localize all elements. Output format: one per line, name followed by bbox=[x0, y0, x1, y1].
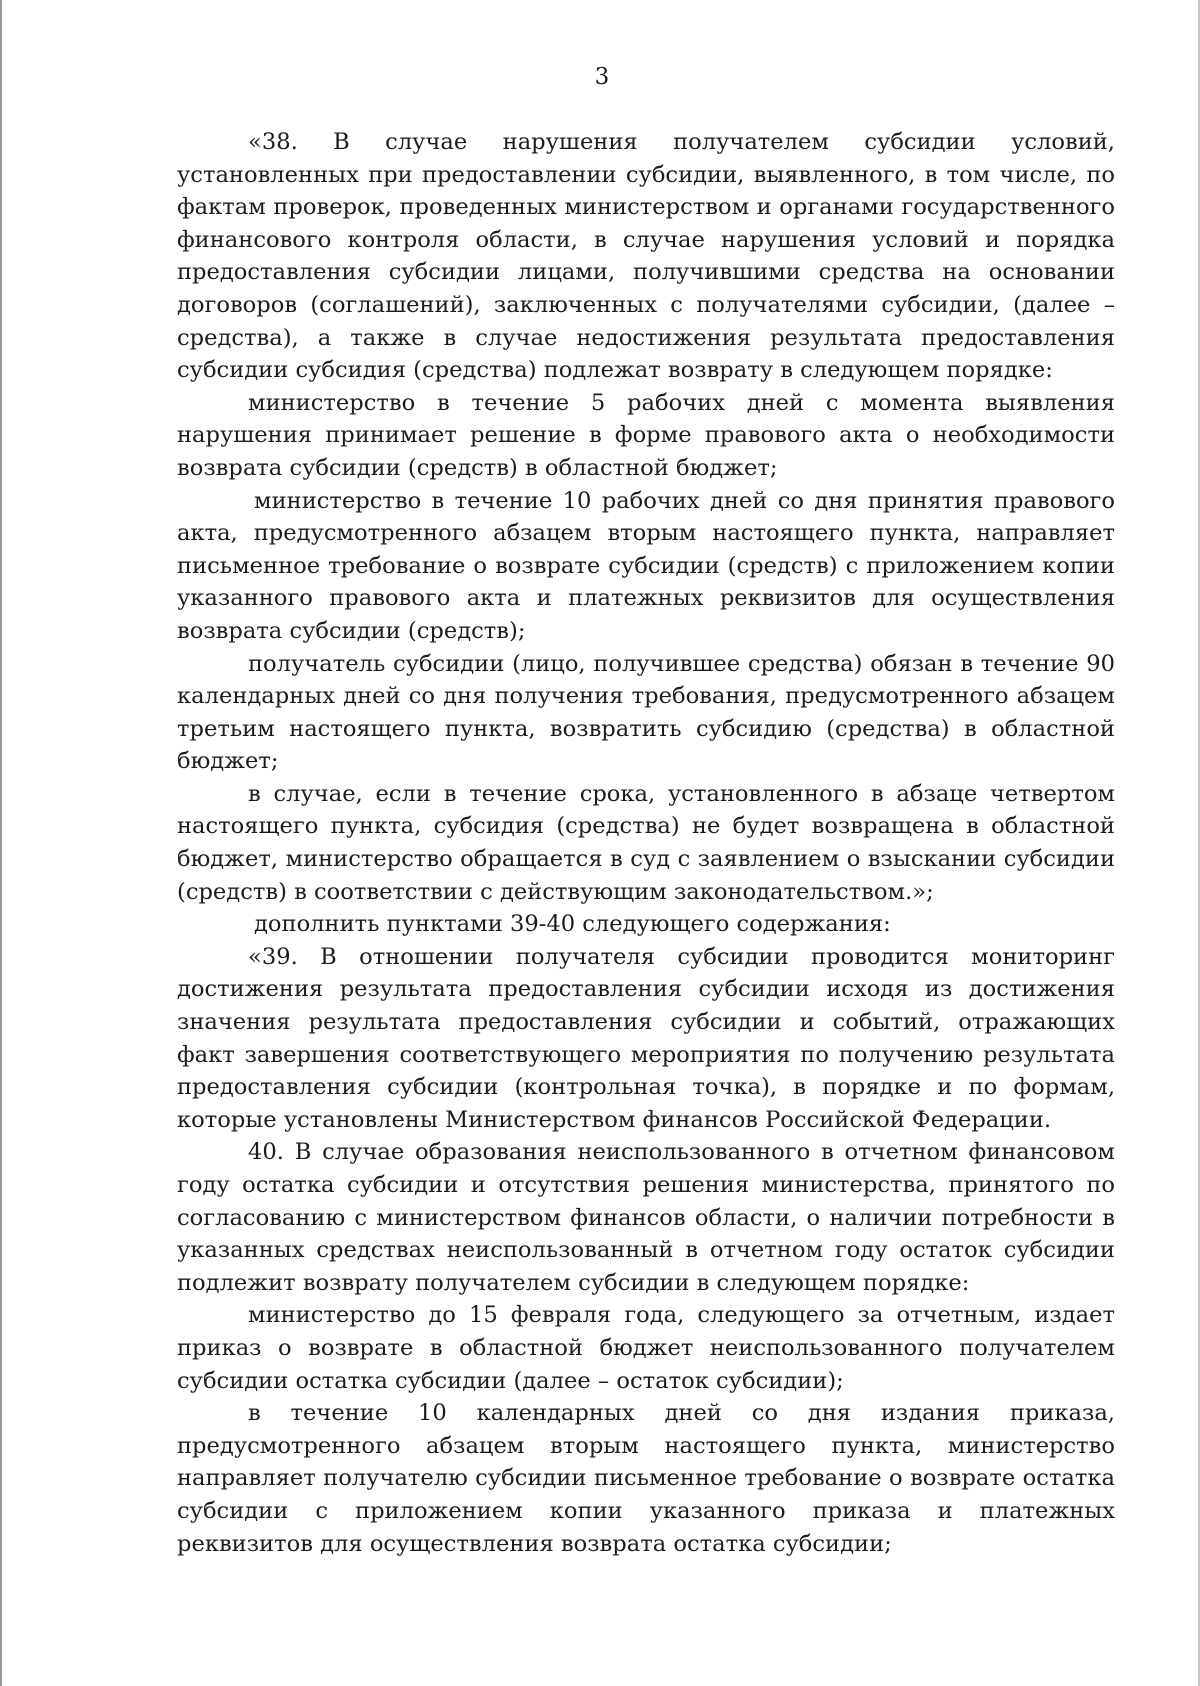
paragraph-40-step-1: министерство до 15 февраля года, следующего за отчетным, издает приказ о возврате в областной бюджет неиспользованного получателем субсидии остатка субсидии (далее – остаток субсидии); bbox=[177, 1302, 1115, 1394]
document-body bbox=[177, 126, 1115, 1560]
paragraph-40-step-2: в течение 10 календарных дней со дня издания приказа, предусмотренного абзацем вторым настоящего пункта, министерство направляет получателю субсидии письменное требование о возврате остатка субсидии с приложением копии указанного приказа и платежных реквизитов для осуществления возврата остатка субсидии; bbox=[177, 1400, 1115, 1557]
paragraph-38: «38. В случае нарушения получателем субсидии условий, установленных при предоставлении субсидии, выявленного, в том числе, по фактам проверок, проведенных министерством и органами государственного финансового контроля области, в случае нарушения условий и порядка предоставления субсидии лицами, получившими средства на основании договоров (соглашений), заключенных с получателями субсидии, (далее – средства), а также в случае недостижения результата предоставления субсидии субсидия (средства) подлежат возврату в следующем порядке: bbox=[177, 129, 1115, 384]
paragraph-38-step-2: министерство в течение 10 рабочих дней со дня принятия правового акта, предусмотренного абзацем вторым настоящего пункта, направляет письменное требование о возврате субсидии (средств) с приложением копии указанного правового акта и платежных реквизитов для осуществления возврата субсидии (средств); bbox=[177, 487, 1115, 644]
paragraph-amendment-intro: дополнить пунктами 39-40 следующего содержания: bbox=[254, 911, 891, 938]
paragraph-39: «39. В отношении получателя субсидии проводится мониторинг достижения результата предоставления субсидии исходя из достижения значения результата предоставления субсидии и событий, отражающих факт завершения соответствующего мероприятия по получению результата предоставления субсидии (контрольная точка), в порядке и по формам, которые установлены Министерством финансов Российской Федерации. bbox=[177, 943, 1115, 1133]
paragraph-38-step-3: получатель субсидии (лицо, получившее средства) обязан в течение 90 календарных дней со дня получения требования, предусмотренного абзацем третьим настоящего пункта, возвратить субсидию (средства) в областной бюджет; bbox=[177, 650, 1115, 775]
paragraph-38-step-4: в случае, если в течение срока, установленного в абзаце четвертом настоящего пункта, субсидия (средства) не будет возвращена в областной бюджет, министерство обращается в суд с заявлением о взыскании субсидии (средств) в соответствии с действующим законодательством.»; bbox=[177, 780, 1115, 905]
paragraph-40: 40. В случае образования неиспользованного в отчетном финансовом году остатка субсидии и отсутствия решения министерства, принятого по согласованию с министерством финансов области, о наличии потребности в указанных средствах неиспользованный в отчетном году остаток субсидии подлежит возврату получателем субсидии в следующем порядке: bbox=[177, 1139, 1115, 1296]
paragraph-38-step-1: министерство в течение 5 рабочих дней с момента выявления нарушения принимает решение в форме правового акта о необходимости возврата субсидии (средств) в областной бюджет; bbox=[177, 389, 1115, 481]
page-number: 3 bbox=[594, 64, 610, 90]
